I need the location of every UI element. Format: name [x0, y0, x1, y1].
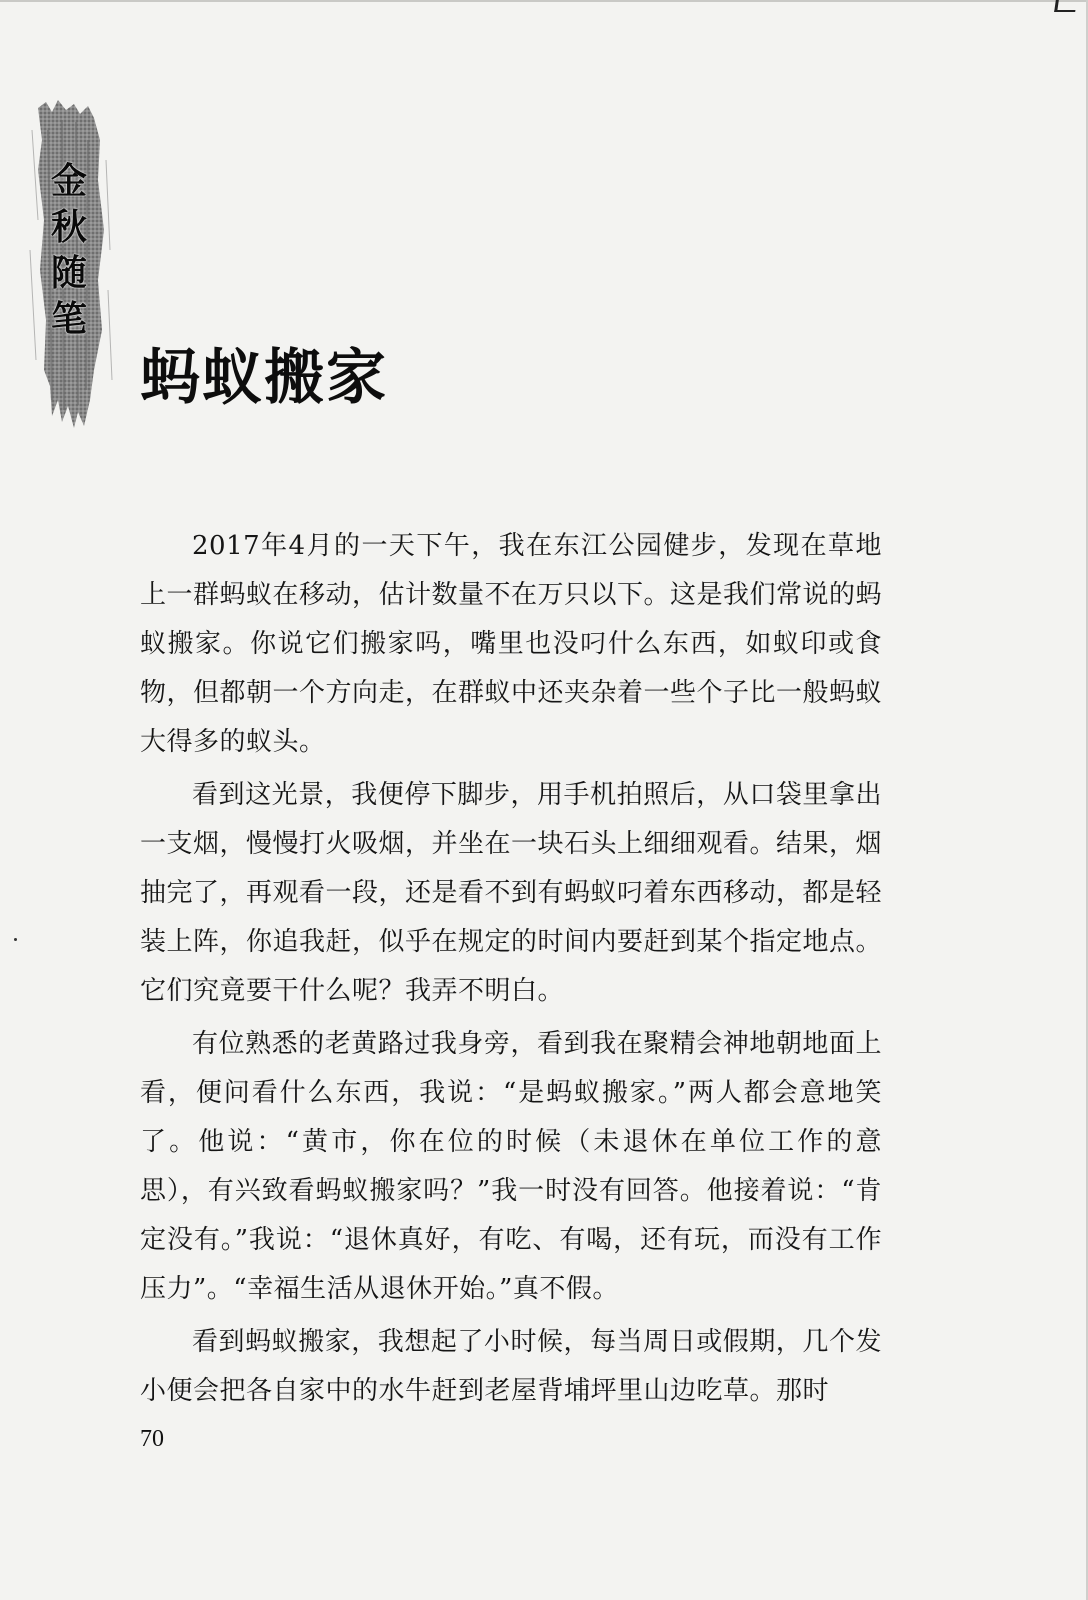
article-title: 蚂蚁搬家: [140, 343, 388, 413]
scan-speck: [14, 938, 17, 941]
series-char-3: 随: [50, 252, 87, 294]
series-label: [44, 158, 94, 342]
series-char-4: 笔: [50, 298, 87, 340]
series-char-2: 秋: [50, 206, 87, 248]
page-number: 70: [140, 1426, 164, 1452]
paragraph-1: 2017年4月的一天下午，我在东江公园健步，发现在草地上一群蚂蚁在移动，估计数量不在万只以下。这是我们常说的蚂蚁搬家。你说它们搬家吗，嘴里也没叼什么东西，如蚁印或食物，但都朝一个方向走，在群蚁中还夹杂着一些个子比一般蚂蚁大得多的蚁头。: [140, 531, 883, 757]
series-badge: [28, 100, 118, 430]
paragraph-3: 有位熟悉的老黄路过我身旁，看到我在聚精会神地朝地面上看，便问看什么东西，我说：“是蚂蚁搬家。”两人都会意地笑了。他说：“黄市，你在位的时候（未退休在单位工作的意思），有兴致看蚂蚁搬家吗？”我一时没有回答。他接着说：“肯定没有。”我说：“退休真好，有吃、有喝，还有玩，而没有工作压力”。“幸福生活从退休开始。”真不假。: [140, 1029, 882, 1304]
scan-corner-mark: [1054, 0, 1077, 12]
paragraph-2: 看到这光景，我便停下脚步，用手机拍照后，从口袋里拿出一支烟，慢慢打火吸烟，并坐在一块石头上细细观看。结果，烟抽完了，再观看一段，还是看不到有蚂蚁叼着东西移动，都是轻装上阵，你追我赶，似乎在规定的时间内要赶到某个指定地点。它们究竟要干什么呢？我弄不明白。: [140, 780, 883, 1006]
series-char-1: 金: [50, 160, 87, 202]
page-top-edge: [0, 0, 1088, 2]
article-body: [140, 522, 882, 1420]
paragraph-4: 看到蚂蚁搬家，我想起了小时候，每当周日或假期，几个发小便会把各自家中的水牛赶到老屋背埔坪里山边吃草。那时: [140, 1327, 882, 1406]
